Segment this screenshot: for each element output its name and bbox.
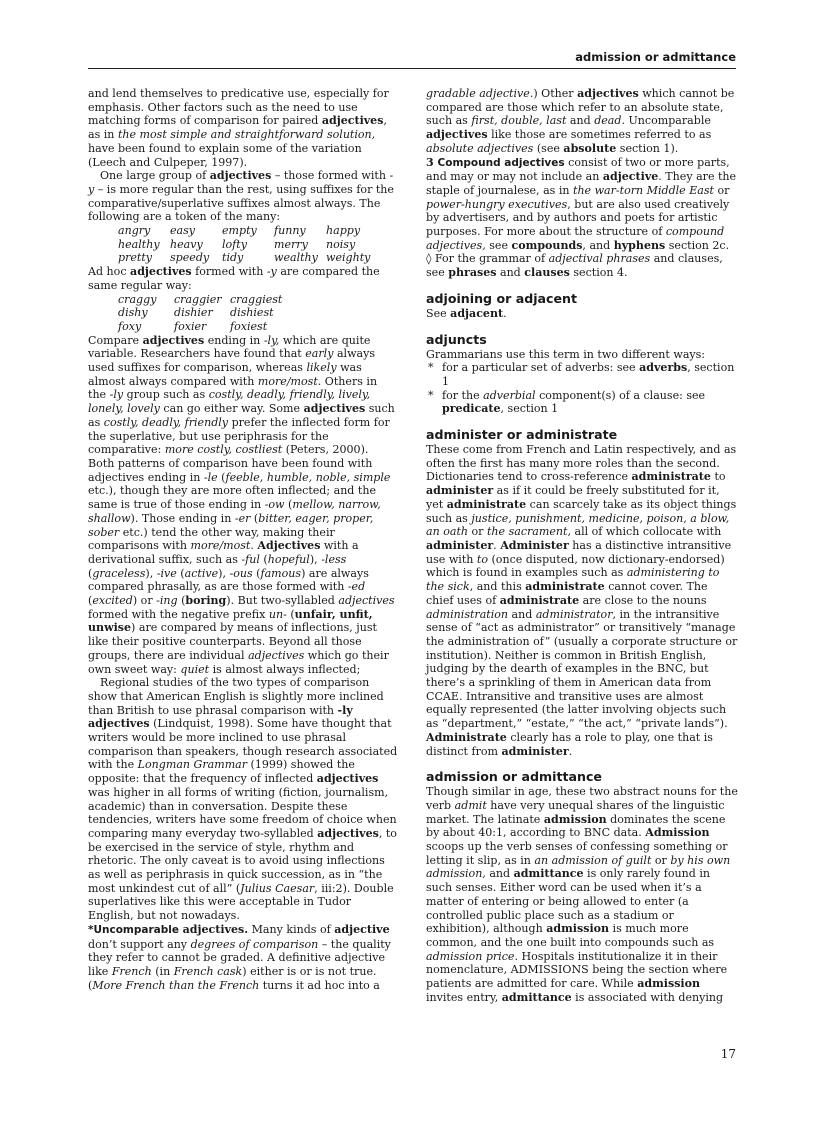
adhoc-word-list: craggy craggier craggiest dishy dishier dishiest foxy foxier foxiest (118, 292, 283, 333)
headword-adjoining: adjoining or adjacent (426, 290, 578, 306)
y-word-list: angry easy empty funny happy healthy heavy lofty merry noisy pretty speedy tidy wealthy weighty (118, 224, 371, 265)
paragraph: ◊ For the grammar of adjectival phrases and clauses, see phrases and clauses section 4. (426, 252, 723, 280)
headword-adjuncts: adjuncts (426, 331, 487, 347)
paragraph: Compare adjectives ending in -ly, which are quite variable. Researchers have found that early always used suffixes for comparison, whereas likely was almost always compared with more/most. Others in the -ly group such as costly, deadly, friendly, lively, lonely, lovely can go either way. Some adjectives such as costly, deadly, friendly prefer the inflected form for the superlative, but use periphrasis for the comparative: more costly, costliest (Peters, 2000). Both patterns of comparison have been found with adjectives ending in -le (feeble, humble, noble, simple etc.), though they are more often inflected; and the same is true of those ending in -ow (mellow, narrow, shallow). Those ending in -er (bitter, eager, proper, sober etc.) tend the other way, making their comparisons with more/most. Adjectives with a derivational suffix, such as -ful (hopeful), -less (graceless), -ive (active), -ous (famous) are always compared phrasally, as are those formed with -ed (excited) or -ing (boring). But two-syllabled adjectives formed with the negative prefix un- (unfair, unfit, unwise) are compared by means of inflections, just like their positive counterparts. Beyond all those groups, there are individual adjectives which go their own sweet way: quiet is almost always inflected; (88, 333, 395, 676)
paragraph: gradable adjective.) Other adjectives which cannot be compared are those which refer to an absolute state, such as first, double, last and dead. Uncomparable adjectives like those are sometimes referred to as absolute adjectives (see absolute section 1). (426, 87, 735, 155)
paragraph: Ad hoc adjectives formed with -y are compared the same regular way: (88, 265, 380, 292)
bullet-list (426, 361, 738, 416)
paragraph: Grammarians use this term in two different ways: (426, 347, 706, 361)
paragraph: See adjacent. (426, 306, 507, 320)
running-head: admission or admittance (88, 50, 736, 69)
paragraph: These come from French and Latin respectively, and as often the first has many more roles than the second. Dictionaries tend to cross-reference administrate to administer as if it could be freely substituted for it, yet administrate can scarcely take as its object things such as justice, punishment, medicine, poison, a blow, an oath or the sacrament, all of which collocate with administer. Administer has a distinctive intransitive use with to (once disputed, now dictionary-endorsed) which is found in examples such as administering to the sick, and this administrate cannot cover. The chief uses of administrate are close to the nouns administration and administrator, in the intransitive sense of “act as administrator” or transitively “manage the administration of” (usually a corporate structure or institution). Neither is common in British English, judging by the dearth of examples in the BNC, but there’s a sprinkling of them in American data from CCAE. Intransitive and transitive uses are almost equally represented (the latter involving objects such as “department,” “estate,” “the act,” “private lands”). Administrate clearly has a role to play, one that is distinct from administer. (426, 443, 738, 758)
list-item: * for the adverbial component(s) of a clause: see predicate, section 1 (426, 389, 738, 416)
headword-admission: admission or admittance (426, 769, 602, 785)
page-number: 17 (720, 1047, 736, 1061)
list-item: * for a particular set of adverbs: see adverbs, section 1 (426, 361, 738, 388)
paragraph: 3 Compound adjectives consist of two or more parts, and may or may not include an adjective. They are the staple of journalese, as in the war-torn Middle East or power-hungry executives, but are also used creatively by advertisers, and by authors and poets for artistic purposes. For more about the structure of compound adjectives, see compounds, and hyphens section 2c. (426, 155, 737, 252)
paragraph: Regional studies of the two types of comparison show that American English is slightly more inclined than British to use phrasal comparison with -ly adjectives (Lindquist, 1998). Some have thought that writers would be more inclined to use phrasal comparison than speakers, though research associated with the Longman Grammar (1999) showed the opposite: that the frequency of inflected adjectives was higher in all forms of writing (fiction, journalism, academic) than in conversation. Despite these tendencies, writers have some freedom of choice when comparing many everyday two-syllabled adjectives, to be exercised in the service of style, rhythm and rhetoric. The only caveat is to avoid using inflections as well as periphrasis in quick succession, as in “the most unkindest cut of all” (Julius Caesar, iii:2). Double superlatives like this were acceptable in Tudor English, but not nowadays. (88, 676, 398, 923)
paragraph: *Uncomparable adjectives. Many kinds of adjective don’t support any degrees of comparison – the quality they refer to cannot be graded. A definitive adjective like French (in French cask) either is or is not true. (More French than the French turns it ad hoc into a (88, 922, 391, 992)
paragraph: and lend themselves to predicative use, especially for emphasis. Other factors such as the need to use matching forms of comparison for paired adjectives, as in the most simple and straightforward solution, have been found to explain some of the variation (Leech and Culpeper, 1997). (88, 87, 389, 169)
paragraph: One large group of adjectives – those formed with -y – is more regular than the rest, using suffixes for the comparative/superlative suffixes almost always. The following are a token of the many: (88, 169, 394, 224)
headword-administer: administer or administrate (426, 427, 618, 443)
paragraph: Though similar in age, these two abstract nouns for the verb admit have very unequal shares of the linguistic market. The latinate admission dominates the scene by about 40:1, according to BNC data. Admission scoops up the verb senses of confessing something or letting it slip, as in an admission of guilt or by his own admission, and admittance is only rarely found in such senses. Either word can be used when it’s a matter of entering or being allowed to enter (a controlled public place such as a stadium or exhibition), although admission is much more common, and the one built into compounds such as admission price. Hospitals institutionalize it in their nomenclature, ADMISSIONS being the section where patients are admitted for care. While admission invites entry, admittance is associated with denying (426, 785, 738, 1004)
left-column (88, 87, 398, 992)
right-column (426, 87, 738, 1004)
